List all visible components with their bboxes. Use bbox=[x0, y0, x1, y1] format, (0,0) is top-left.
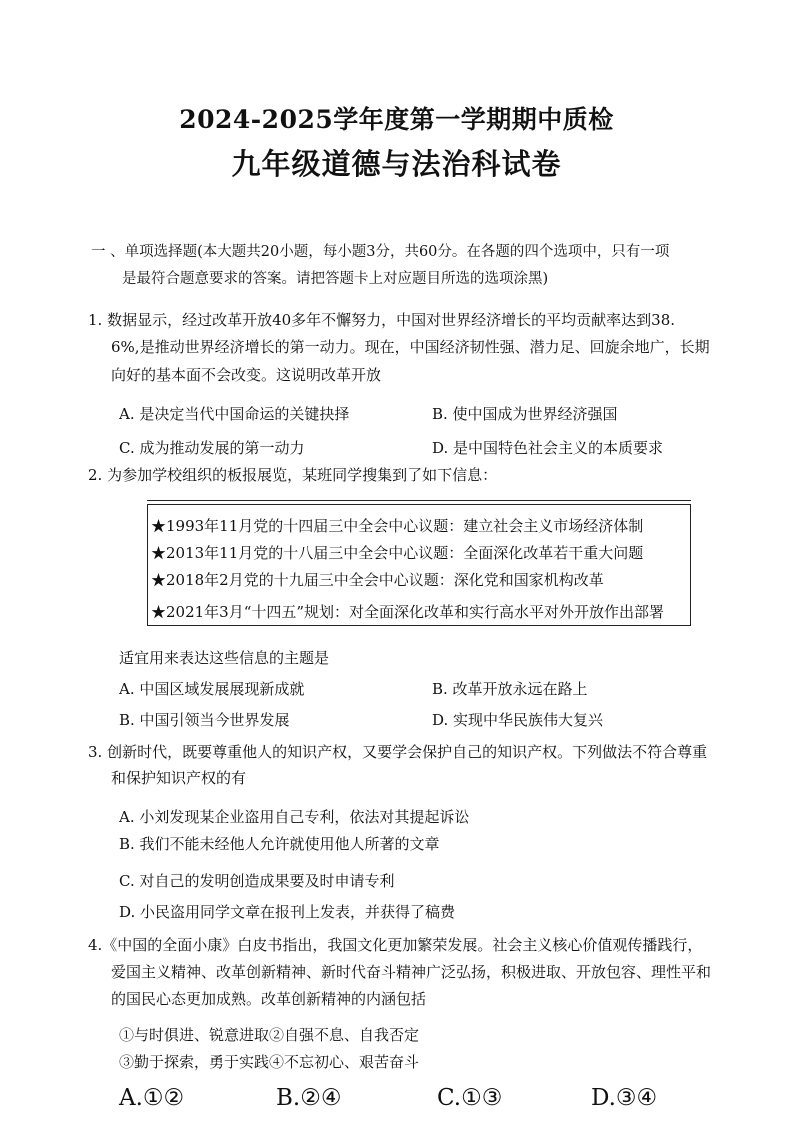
q1-option-c[interactable]: C. 成为推动发展的第一动力 bbox=[119, 439, 305, 457]
q1-line3: 向好的基本面不会改变。这说明改革开放 bbox=[111, 366, 382, 384]
q1-line2: 6%,是推动世界经济增长的第一动力。现在，中国经济韧性强、潜力足、回旋余地广，长期 bbox=[111, 338, 710, 356]
q4-option-d[interactable]: D.③④ bbox=[591, 1085, 658, 1111]
q4-option-c[interactable]: C.①③ bbox=[437, 1085, 503, 1111]
section-heading-line2: 是最符合题意要求的答案。请把答题卡上对应题目所选的选项涂黑) bbox=[122, 271, 549, 287]
info-box-top-rule bbox=[147, 500, 691, 501]
info-box-item-1: ★1993年11月党的十四届三中全会中心议题：建立社会主义市场经济体制 bbox=[151, 517, 644, 535]
q3-option-d[interactable]: D. 小民盗用同学文章在报刊上发表，并获得了稿费 bbox=[119, 903, 456, 921]
exam-title-line1: 2024-2025学年度第一学期期中质检 bbox=[179, 105, 614, 134]
q3-option-a[interactable]: A. 小刘发现某企业盗用自己专利，依法对其提起诉讼 bbox=[119, 808, 470, 826]
info-box bbox=[147, 504, 691, 626]
q4-statements-1: ①与时俱进、锐意进取②自强不息、自我否定 bbox=[119, 1026, 420, 1044]
q2-option-c[interactable]: B. 中国引领当今世界发展 bbox=[119, 711, 290, 729]
info-box-item-2: ★2013年11月党的十八届三中全会中心议题：全面深化改革若干重大问题 bbox=[151, 544, 644, 562]
q2-prompt: 适宜用来表达这些信息的主题是 bbox=[119, 649, 330, 667]
q4-option-b[interactable]: B.②④ bbox=[276, 1085, 342, 1111]
q1-option-a[interactable]: A. 是决定当代中国命运的关键抉择 bbox=[119, 405, 350, 423]
q2-option-d[interactable]: D. 实现中华民族伟大复兴 bbox=[432, 711, 604, 729]
q4-line1: 4.《中国的全面小康》白皮书指出，我国文化更加繁荣发展。社会主义核心价值观传播践行， bbox=[88, 936, 703, 954]
q4-line3: 的国民心态更加成熟。改革创新精神的内涵包括 bbox=[111, 990, 427, 1008]
q1-line1: 1. 数据显示，经过改革开放40多年不懈努力，中国对世界经济增长的平均贡献率达到38. bbox=[88, 311, 676, 329]
q1-option-b[interactable]: B. 使中国成为世界经济强国 bbox=[432, 405, 618, 423]
q3-line2: 和保护知识产权的有 bbox=[111, 769, 247, 787]
q3-option-c[interactable]: C. 对自己的发明创造成果要及时申请专利 bbox=[119, 872, 395, 890]
section-heading-line1: 一 、单项选择题(本大题共20小题，每小题3分，共60分。在各题的四个选项中，只有一项 bbox=[91, 244, 670, 260]
exam-title-line2: 九年级道德与法治科试卷 bbox=[231, 147, 562, 181]
info-box-item-3: ★2018年2月党的十九届三中全会中心议题：深化党和国家机构改革 bbox=[151, 571, 604, 589]
q3-line1: 3. 创新时代，既要尊重他人的知识产权，又要学会保护自己的知识产权。下列做法不符合尊重 bbox=[88, 743, 708, 761]
q4-line2: 爱国主义精神、改革创新精神、新时代奋斗精神广泛弘扬，积极进取、开放包容、理性平和 bbox=[111, 963, 712, 981]
info-box-item-4: ★2021年3月“十四五”规划：对全面深化改革和实行高水平对外开放作出部署 bbox=[151, 603, 665, 621]
q3-option-b[interactable]: B. 我们不能未经他人允许就使用他人所著的文章 bbox=[119, 835, 440, 853]
q1-option-d[interactable]: D. 是中国特色社会主义的本质要求 bbox=[432, 439, 664, 457]
q2-option-a[interactable]: A. 中国区域发展展现新成就 bbox=[119, 680, 305, 698]
q4-statements-2: ③勤于探索，勇于实践④不忘初心、艰苦奋斗 bbox=[119, 1053, 420, 1071]
q2-line1: 2. 为参加学校组织的板报展览，某班同学搜集到了如下信息： bbox=[88, 466, 498, 484]
q2-option-b[interactable]: B. 改革开放永远在路上 bbox=[432, 680, 588, 698]
q4-option-a[interactable]: A.①② bbox=[119, 1085, 185, 1111]
